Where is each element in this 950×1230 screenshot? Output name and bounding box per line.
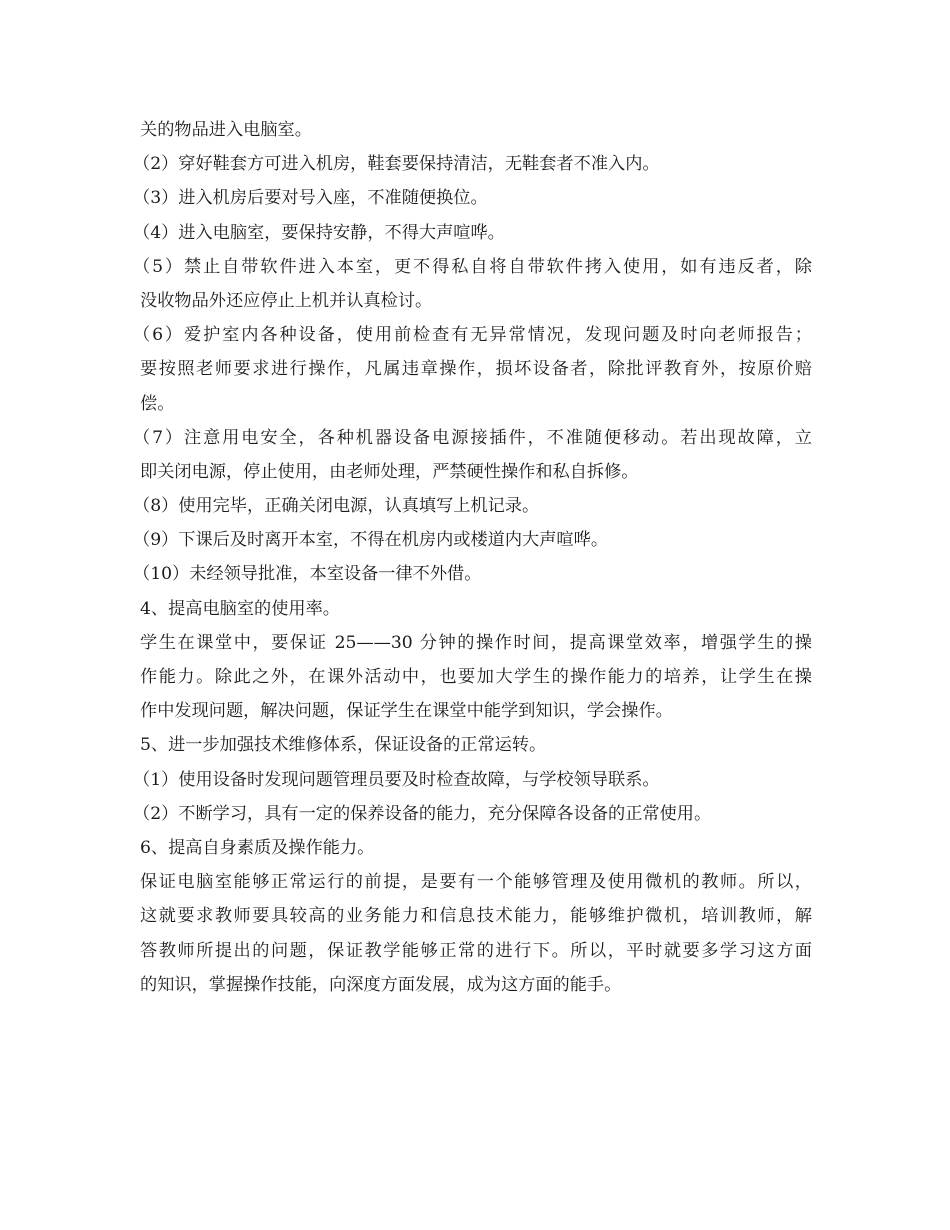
text-line: 作中发现问题，解决问题，保证学生在课堂中能学到知识，学会操作。 xyxy=(140,701,673,722)
text-line: （6）爱护室内各种设备，使用前检查有无异常情况，发现问题及时向老师报告； xyxy=(133,325,812,346)
text-line: 关的物品进入电脑室。 xyxy=(140,120,312,140)
document-body xyxy=(133,113,812,1002)
text-line: 要按照老师要求进行操作，凡属违章操作，损坏设备者，除批评教育外，按原价赔 xyxy=(140,359,812,380)
text-line: （8）使用完毕，正确关闭电源，认真填写上机记录。 xyxy=(133,496,540,517)
text-line: （7）注意用电安全，各种机器设备电源接插件，不准随便移动。若出现故障，立 xyxy=(133,427,812,448)
text-line: （2）不断学习，具有一定的保养设备的能力，充分保障各设备的正常使用。 xyxy=(133,803,712,824)
text-line: 偿。 xyxy=(140,393,175,414)
text-line: 的知识，掌握操作技能，向深度方面发展，成为这方面的能手。 xyxy=(140,974,622,995)
text-line: （4）进入电脑室，要保持安静，不得大声喧哗。 xyxy=(133,222,505,243)
text-line: 4、提高电脑室的使用率。 xyxy=(140,598,340,619)
text-line: 作能力。除此之外，在课外活动中，也要加大学生的操作能力的培养，让学生在操 xyxy=(140,667,812,687)
text-line: 学生在课堂中，要保证 25——30 分钟的操作时间，提高课堂效率，增强学生的操 xyxy=(140,632,812,653)
text-line: 没收物品外还应停止上机并认真检讨。 xyxy=(140,290,433,311)
text-line: （3）进入机房后要对号入座，不准随便换位。 xyxy=(133,188,488,209)
text-line: 6、提高自身素质及操作能力。 xyxy=(140,837,375,858)
text-line: 即关闭电源，停止使用，由老师处理，严禁硬性操作和私自拆修。 xyxy=(140,461,639,482)
text-line: （5）禁止自带软件进入本室，更不得私自将自带软件拷入使用，如有违反者，除 xyxy=(133,256,812,277)
text-line: （2）穿好鞋套方可进入机房，鞋套要保持清洁，无鞋套者不准入内。 xyxy=(133,154,660,175)
text-line: （9）下课后及时离开本室，不得在机房内或楼道内大声喧哗。 xyxy=(133,530,609,551)
text-line: 这就要求教师要具较高的业务能力和信息技术能力，能够维护微机，培训教师，解 xyxy=(140,906,812,927)
text-line: （1）使用设备时发现问题管理员要及时检查故障，与学校领导联系。 xyxy=(133,769,660,790)
text-line: 答教师所提出的问题，保证教学能够正常的进行下。所以，平时就要多学习这方面 xyxy=(140,940,812,961)
text-line: （10）未经领导批准，本室设备一律不外借。 xyxy=(133,564,482,585)
text-line: 5、进一步加强技术维修体系，保证设备的正常运转。 xyxy=(140,735,547,756)
text-line: 保证电脑室能够正常运行的前提，是要有一个能够管理及使用微机的教师。所以， xyxy=(140,872,812,893)
